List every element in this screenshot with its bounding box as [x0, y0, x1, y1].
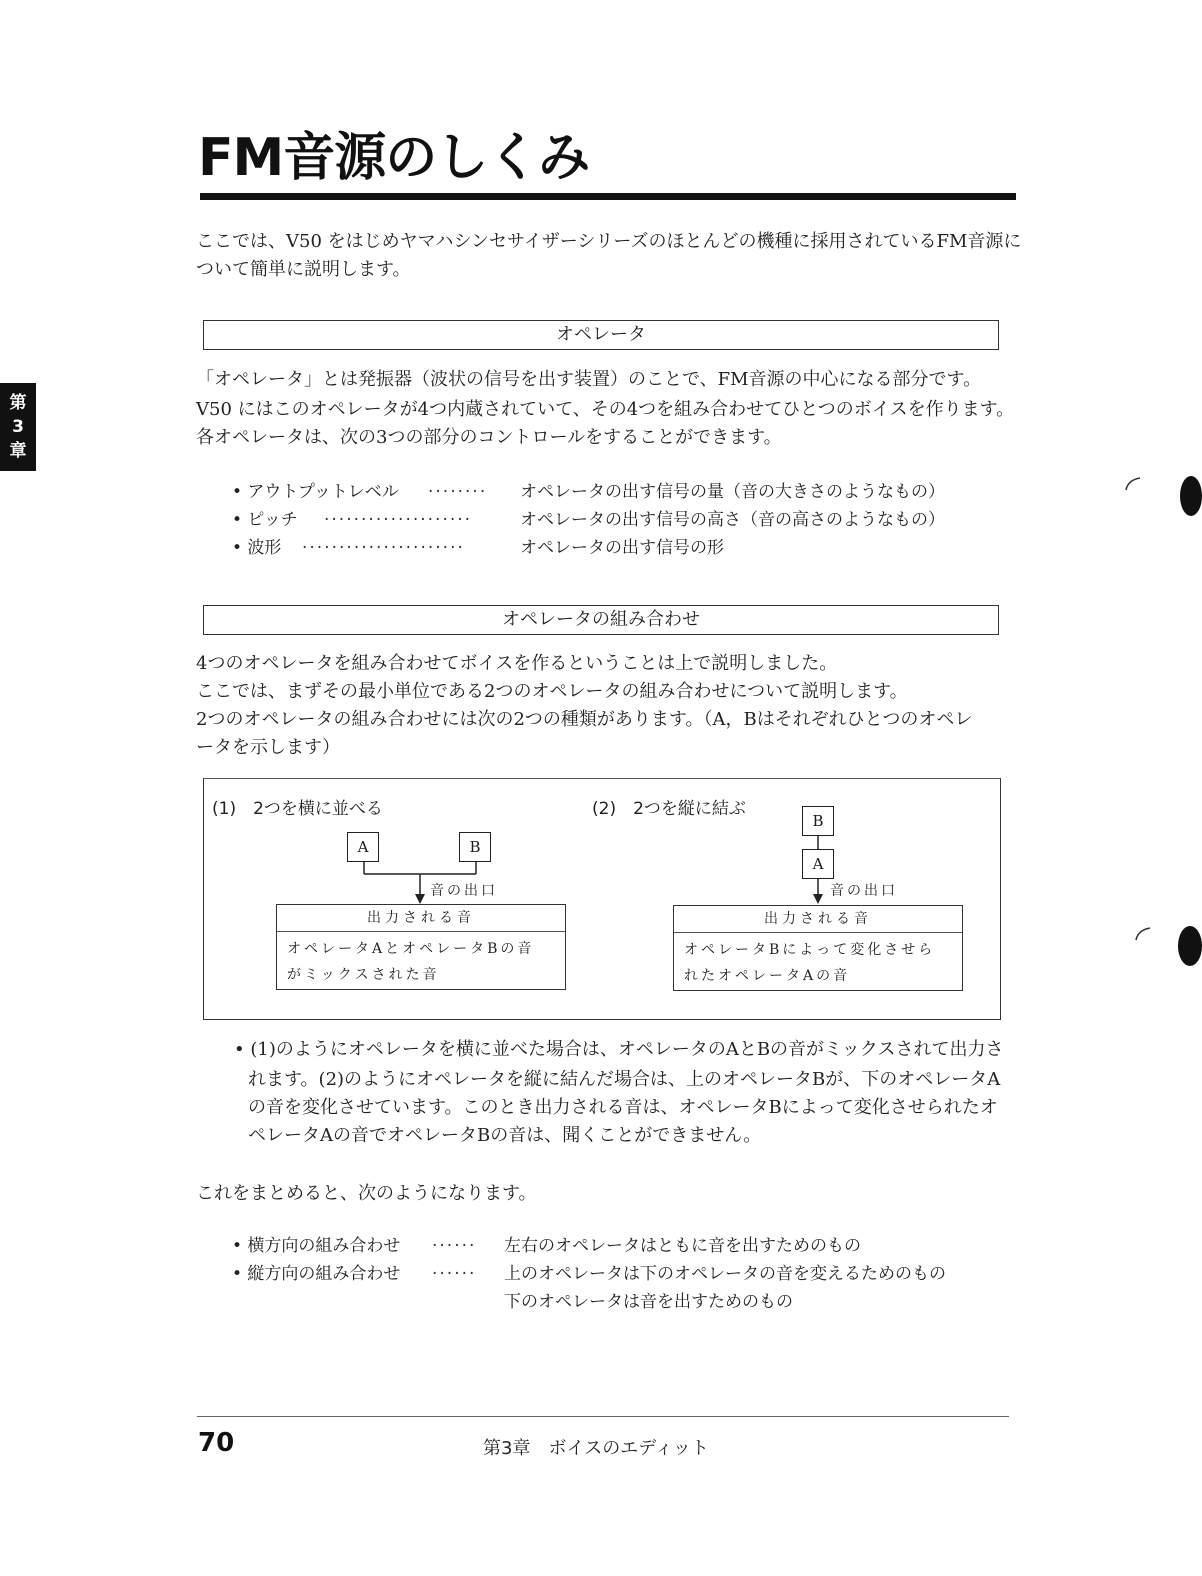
scan-hole-mark — [1178, 926, 1202, 966]
section1-line-3: 各オペレータは、次の3つの部分のコントロールをすることができます。 — [196, 427, 782, 448]
chapter-tab-line2: 3 — [12, 417, 24, 437]
operator-b-box-top: B — [802, 806, 834, 836]
page-title: FM音源のしくみ — [198, 128, 590, 188]
bullet-output-level — [232, 478, 992, 506]
right-result-line-2: れたオペレータAの音 — [684, 968, 851, 984]
diagram-right-caption: (2) 2つを縦に結ぶ — [592, 799, 746, 819]
section-heading-operator: オペレータ — [203, 320, 999, 350]
bullet-leader-dots: ········ — [428, 482, 488, 502]
chapter-tab — [0, 383, 36, 471]
section1-line-2: V50 にはこのオペレータが4つ内蔵されていて、その4つを組み合わせてひとつのボイスを作ります。 — [196, 399, 1015, 420]
operator-a-box: A — [347, 832, 379, 862]
right-output-label: 音の出口 — [830, 883, 898, 899]
diagram-left-caption: (1) 2つを横に並べる — [212, 799, 383, 819]
bullet-label: • 波形 — [232, 538, 282, 558]
summary-leader-dots: ······ — [432, 1264, 477, 1284]
footer-chapter-title: 第3章 ボイスのエディット — [483, 1438, 709, 1459]
scan-artifact-curl — [1124, 476, 1142, 492]
summary-leader-dots: ······ — [432, 1236, 477, 1256]
section2-line-3: 2つのオペレータの組み合わせには次の2つの種類があります。（A，Bはそれぞれひとつのオペレ — [196, 709, 973, 730]
right-result-header: 出力される音 — [674, 906, 962, 933]
summary-vertical — [232, 1260, 992, 1288]
left-result-box — [276, 904, 566, 990]
section1-line-1: 「オペレータ」とは発振器（波状の信号を出す装置）のことで、FM音源の中心になる部分です。 — [196, 369, 982, 390]
bullet-leader-dots: ···················· — [324, 510, 473, 530]
explanation-line-2: れます。(2)のようにオペレータを縦に結んだ場合は、上のオペレータBが、下のオペレータA — [248, 1069, 1001, 1090]
bullet-desc: オペレータの出す信号の量（音の大きさのようなもの） — [520, 482, 945, 502]
scan-hole-mark — [1180, 476, 1202, 516]
summary-label: • 縦方向の組み合わせ — [232, 1264, 401, 1284]
summary-desc: 上のオペレータは下のオペレータの音を変えるためのもの — [504, 1264, 946, 1284]
intro-line-2: ついて簡単に説明します。 — [196, 259, 411, 280]
bullet-label: • アウトプットレベル — [232, 482, 399, 502]
summary-vertical-continued — [232, 1288, 992, 1316]
right-result-line-1: オペレータBによって変化させら — [684, 942, 936, 958]
bullet-label: • ピッチ — [232, 510, 298, 530]
summary-intro: これをまとめると、次のようになります。 — [196, 1183, 537, 1204]
left-result-header: 出力される音 — [277, 905, 565, 932]
bullet-waveform — [232, 534, 992, 562]
explanation-line-4: ペレータAの音でオペレータBの音は、聞くことができません。 — [248, 1125, 762, 1146]
bullet-desc: オペレータの出す信号の形 — [520, 538, 724, 558]
chapter-tab-line1: 第 — [9, 393, 27, 413]
footer-rule — [197, 1416, 1009, 1417]
left-output-label: 音の出口 — [430, 883, 498, 899]
section-heading-combination: オペレータの組み合わせ — [203, 605, 999, 635]
explanation-line-3: の音を変化させています。このとき出力される音は、オペレータBによって変化させられたオ — [248, 1097, 998, 1118]
intro-line-1: ここでは、V50 をはじめヤマハシンセサイザーシリーズのほとんどの機種に採用されているFM音源に — [196, 231, 1022, 252]
vertical-connector-line — [812, 836, 824, 850]
page-number: 70 — [198, 1428, 235, 1458]
left-result-line-2: がミックスされた音 — [287, 967, 440, 983]
summary-horizontal — [232, 1232, 992, 1260]
section2-line-2: ここでは、まずその最小単位である2つのオペレータの組み合わせについて説明します。 — [196, 681, 908, 702]
vertical-output-arrow — [812, 879, 824, 905]
right-result-box — [673, 905, 963, 991]
bullet-desc: オペレータの出す信号の高さ（音の高さのようなもの） — [520, 510, 945, 530]
operator-b-box: B — [459, 832, 491, 862]
title-rule — [200, 193, 1016, 200]
section2-line-1: 4つのオペレータを組み合わせてボイスを作るということは上で説明しました。 — [196, 653, 838, 674]
summary-label: • 横方向の組み合わせ — [232, 1236, 401, 1256]
bullet-leader-dots: ······················ — [302, 538, 465, 558]
bullet-pitch — [232, 506, 992, 534]
scan-artifact-curl — [1134, 926, 1152, 942]
summary-desc: 下のオペレータは音を出すためのもの — [504, 1292, 793, 1312]
section2-line-4: ータを示します） — [196, 737, 340, 758]
explanation-line-1: • (1)のようにオペレータを横に並べた場合は、オペレータのAとBの音がミックスされて出力さ — [234, 1039, 1004, 1060]
left-result-line-1: オペレータAとオペレータBの音 — [287, 941, 535, 957]
summary-desc: 左右のオペレータはともに音を出すためのもの — [504, 1236, 861, 1256]
operator-a-box-bottom: A — [802, 849, 834, 879]
chapter-tab-line3: 章 — [9, 441, 27, 461]
